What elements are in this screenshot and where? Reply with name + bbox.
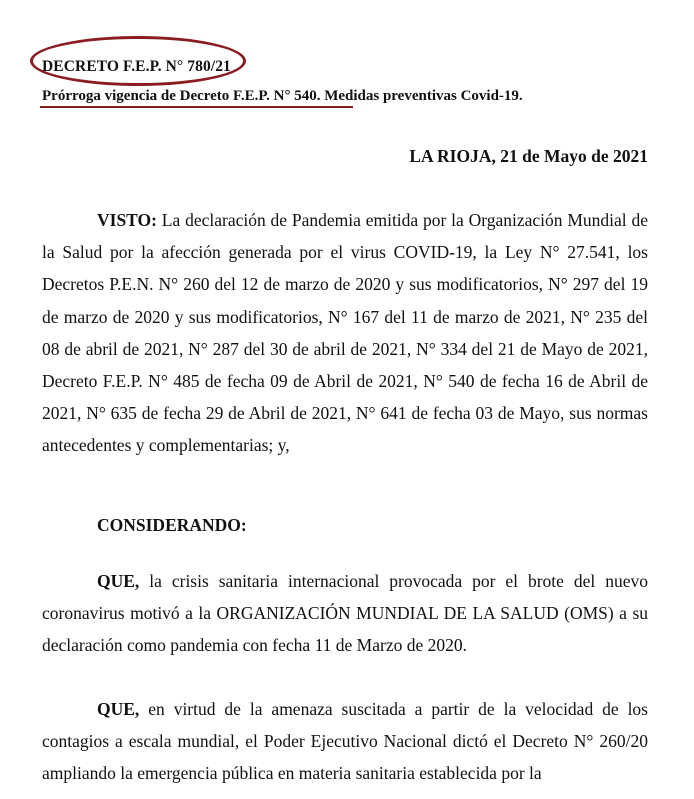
handwritten-underline-annotation: [40, 106, 353, 108]
que-label-1: QUE,: [97, 571, 140, 591]
que-paragraph-1: [42, 565, 648, 662]
decree-subject: Prórroga vigencia de Decreto F.E.P. N° 540. Medidas preventivas Covid-19.: [42, 88, 523, 104]
decree-number: DECRETO F.E.P. N° 780/21: [42, 58, 231, 75]
que-text-1: la crisis sanitaria internacional provocada por el brote del nuevo coronavirus motivó a la ORGANIZACIÓN MUNDIAL DE LA SALUD (OMS) a su declaración como pandemia con fecha 11 de Marzo de 2020.: [42, 571, 648, 656]
que-text-2: en virtud de la amenaza suscitada a partir de la velocidad de los contagios a escala mundial, el Poder Ejecutivo Nacional dictó el Decreto N° 260/20 ampliando la emergencia pública en materia sanitaria establecida por la: [42, 699, 648, 784]
visto-label: VISTO:: [97, 210, 157, 230]
visto-paragraph: [42, 204, 648, 462]
date-line: LA RIOJA, 21 de Mayo de 2021: [409, 146, 648, 166]
considerando-heading: CONSIDERANDO:: [97, 515, 247, 535]
que-paragraph-2: [42, 693, 648, 790]
visto-text: La declaración de Pandemia emitida por la Organización Mundial de la Salud por la afección generada por el virus COVID-19, la Ley N° 27.541, los Decretos P.E.N. N° 260 del 12 de marzo de 2020 y sus modificatorios, N° 297 del 19 de marzo de 2020 y sus modificatorios, N° 167 del 11 de marzo de 2021, N° 235 del 08 de abril de 2021, N° 287 del 30 de abril de 2021, N° 334 del 21 de Mayo de 2021, Decreto F.E.P. N° 485 de fecha 09 de Abril de 2021, N° 540 de fecha 16 de Abril de 2021, N° 635 de fecha 29 de Abril de 2021, N° 641 de fecha 03 de Mayo, sus normas antecedentes y complementarias; y,: [42, 210, 648, 456]
que-label-2: QUE,: [97, 699, 140, 719]
